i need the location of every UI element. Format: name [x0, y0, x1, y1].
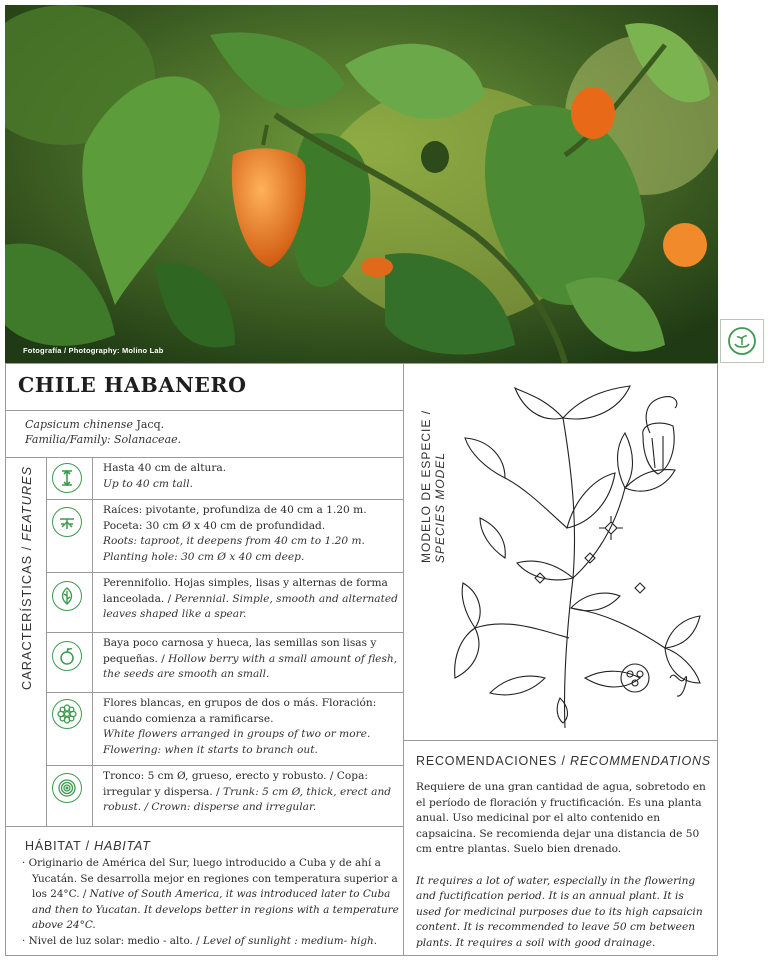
feature-es: Raíces: pivotante, profundiza de 40 cm a 1.20 m. Poceta: 30 cm Ø x 40 cm de profundidad. — [103, 504, 367, 532]
feature-row — [46, 692, 403, 765]
leaf-icon — [52, 581, 82, 611]
feature-row — [46, 572, 403, 632]
feature-en: Roots: taproot, it deepens from 40 cm to 1.20 m. Planting hole: 30 cm Ø x 40 cm deep. — [103, 535, 365, 563]
recommendations-text — [416, 780, 712, 951]
feature-row — [46, 457, 403, 499]
page-title: CHILE HABANERO — [18, 373, 247, 397]
list-item: · Nivel de luz solar: medio - alto. / Level of sunlight : medium- high. — [22, 934, 378, 947]
trunk-rings-icon — [52, 773, 82, 803]
photo-credit: Fotografía / Photography: Molino Lab — [23, 346, 164, 355]
feature-en: Perennial. Simple, smooth and alternated leaves shaped like a spear. — [103, 592, 398, 620]
species-drawing — [445, 378, 710, 733]
feature-en: Hollow berry with a small amount of flesh, the seeds are smooth an small. — [103, 652, 398, 680]
habitat-list — [22, 856, 404, 949]
scientific-author: Jacq. — [132, 418, 165, 431]
scientific-name-block — [25, 417, 181, 447]
feature-en: Trunk: 5 cm Ø, thick, erect and robust. / Crown: disperse and irregular. — [103, 785, 392, 813]
feature-row — [46, 499, 403, 572]
recommendations-heading: RECOMENDACIONES / RECOMMENDATIONS — [416, 754, 711, 768]
recommendations-es: Requiere de una gran cantidad de agua, sobretodo en el período de floración y fructificación. Es una planta anual. Uso medicinal por el alto contenido en capsaicina. Se recomienda dejar una distancia de 50 cm entre plantas. Suelo bien drenado. — [416, 781, 706, 855]
flower-icon — [52, 699, 82, 729]
feature-es: Flores blancas, en grupos de dos o más. Floración: cuando comienza a ramificarse. — [103, 697, 377, 725]
features-label: CARACTERÍSTICAS / FEATURES — [19, 465, 34, 690]
habitat-heading: HÁBITAT / HABITAT — [25, 839, 151, 853]
feature-row — [46, 632, 403, 692]
height-arrows-icon — [52, 463, 82, 493]
feature-en: White flowers arranged in groups of two or more. Flowering: when it starts to branch out. — [103, 728, 371, 756]
feature-es: Hasta 40 cm de altura. — [103, 462, 227, 474]
feature-es: Tronco: 5 cm Ø, grueso, erecto y robusto. / Copa: irregular y dispersa. / — [103, 770, 368, 798]
fruit-icon — [52, 641, 82, 671]
seedling-circle-icon — [720, 319, 764, 363]
family-name: Familia/Family: Solanaceae. — [25, 433, 182, 446]
list-item: · Originario de América del Sur, luego introducido a Cuba y de ahí a Yucatán. Se desarrolla mejor en regiones con temperatura superior a los 24°C. / Native of South America, it was introduced later to Cuba and then to Yucatan. It develops better in regions with a temperature above 24°C. — [22, 857, 399, 931]
feature-es: Perennifolio. Hojas simples, lisas y alternas de forma lanceolada. / — [103, 577, 388, 605]
habanero-photo — [5, 5, 718, 363]
feature-es: Baya poco carnosa y hueca, las semillas son lisas y pequeñas. / — [103, 637, 377, 665]
species-model-label: MODELO DE ESPECIE / SPECIES MODEL — [419, 409, 447, 563]
roots-icon — [52, 507, 82, 537]
recommendations-en: It requires a lot of water, especially in the flowering and fuctification period. It is an annual plant. It is used for medicinal purposes due to its high capsaicin content. It is recommended to leave 50 cm between plants. It requires a soil with good drainage. — [416, 874, 703, 949]
scientific-name: Capsicum chinense — [25, 418, 133, 431]
feature-en: Up to 40 cm tall. — [103, 477, 193, 490]
feature-row — [46, 765, 403, 826]
